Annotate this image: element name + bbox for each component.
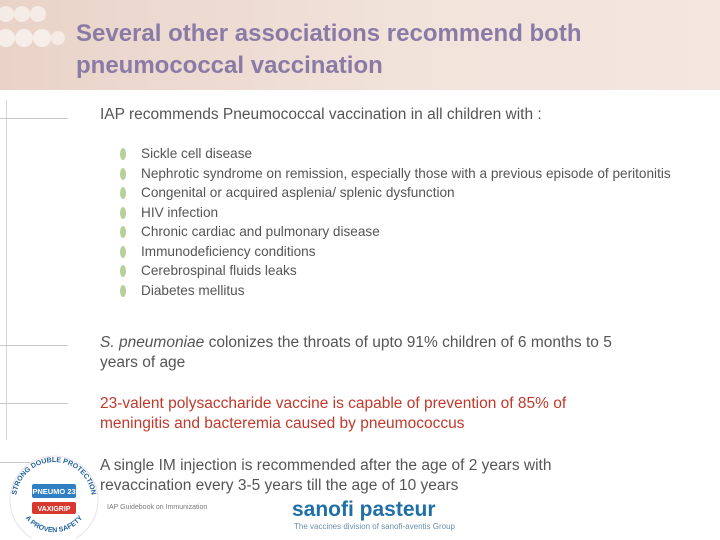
list-item-text: Cerebrospinal fluids leaks bbox=[141, 263, 297, 278]
bullet-icon bbox=[120, 187, 126, 199]
list-item-text: Nephrotic syndrome on remission, especially those with a previous episode of peritonitis bbox=[141, 165, 671, 181]
slide-title: Several other associations recommend both pneumococcal vaccination bbox=[76, 20, 582, 79]
logo-tagline: The vaccines division of sanofi-aventis Group bbox=[294, 522, 455, 531]
badge-ring-top: STRONG DOUBLE PROTECTION bbox=[11, 457, 97, 496]
badge-ring-bottom: A PROVEN SAFETY bbox=[23, 514, 85, 535]
conditions-list bbox=[120, 147, 680, 303]
list-item bbox=[120, 186, 680, 200]
source-note: IAP Guidebook on Immunization bbox=[107, 504, 208, 511]
bullet-icon bbox=[120, 148, 126, 160]
vaccine-efficacy-paragraph: 23-valent polysaccharide vaccine is capable of prevention of 85% of meningitis and bacteremia caused by pneumococcus bbox=[100, 395, 567, 432]
bullet-icon bbox=[120, 226, 126, 238]
list-item-text: Immunodeficiency conditions bbox=[141, 243, 316, 259]
colonization-paragraph bbox=[100, 333, 640, 373]
bullet-icon bbox=[120, 285, 126, 297]
list-item bbox=[120, 264, 680, 278]
dosing-paragraph: A single IM injection is recommended after the age of 2 years with revaccination every 3-5 years till the age of 10 years bbox=[100, 457, 552, 494]
badge-product-1: PNEUMO 23 bbox=[32, 487, 76, 496]
list-item bbox=[120, 147, 680, 161]
list-item-text: Congenital or acquired asplenia/ splenic dysfunction bbox=[141, 185, 455, 200]
list-item bbox=[120, 206, 680, 220]
divider-rule bbox=[0, 345, 68, 346]
list-item bbox=[120, 225, 680, 239]
list-item-text: HIV infection bbox=[141, 204, 219, 220]
bullet-icon bbox=[120, 265, 126, 277]
left-guide-line bbox=[6, 100, 7, 440]
list-item-text: Chronic cardiac and pulmonary disease bbox=[141, 224, 380, 239]
bullet-icon bbox=[120, 207, 126, 219]
product-badge bbox=[2, 438, 106, 538]
divider-rule bbox=[0, 403, 68, 404]
intro-text: IAP recommends Pneumococcal vaccination in all children with : bbox=[100, 106, 542, 123]
list-item bbox=[120, 245, 680, 259]
species-name: S. pneumoniae bbox=[100, 334, 205, 351]
title-band bbox=[0, 0, 720, 90]
badge-product-2: VAXIGRIP bbox=[37, 506, 71, 513]
colonization-text: colonizes the throats of upto 91% children of 6 months to 5 years of age bbox=[100, 334, 612, 371]
list-item bbox=[120, 167, 680, 181]
bullet-icon bbox=[120, 168, 126, 180]
bullet-icon bbox=[120, 246, 126, 258]
sanofi-pasteur-logo bbox=[290, 495, 470, 535]
list-item bbox=[120, 284, 680, 298]
list-item-text: Sickle cell disease bbox=[141, 146, 253, 161]
divider-rule bbox=[0, 118, 68, 119]
list-item-text: Diabetes mellitus bbox=[141, 282, 245, 298]
decorative-dots bbox=[0, 0, 80, 60]
logo-name: sanofi pasteur bbox=[292, 498, 436, 521]
